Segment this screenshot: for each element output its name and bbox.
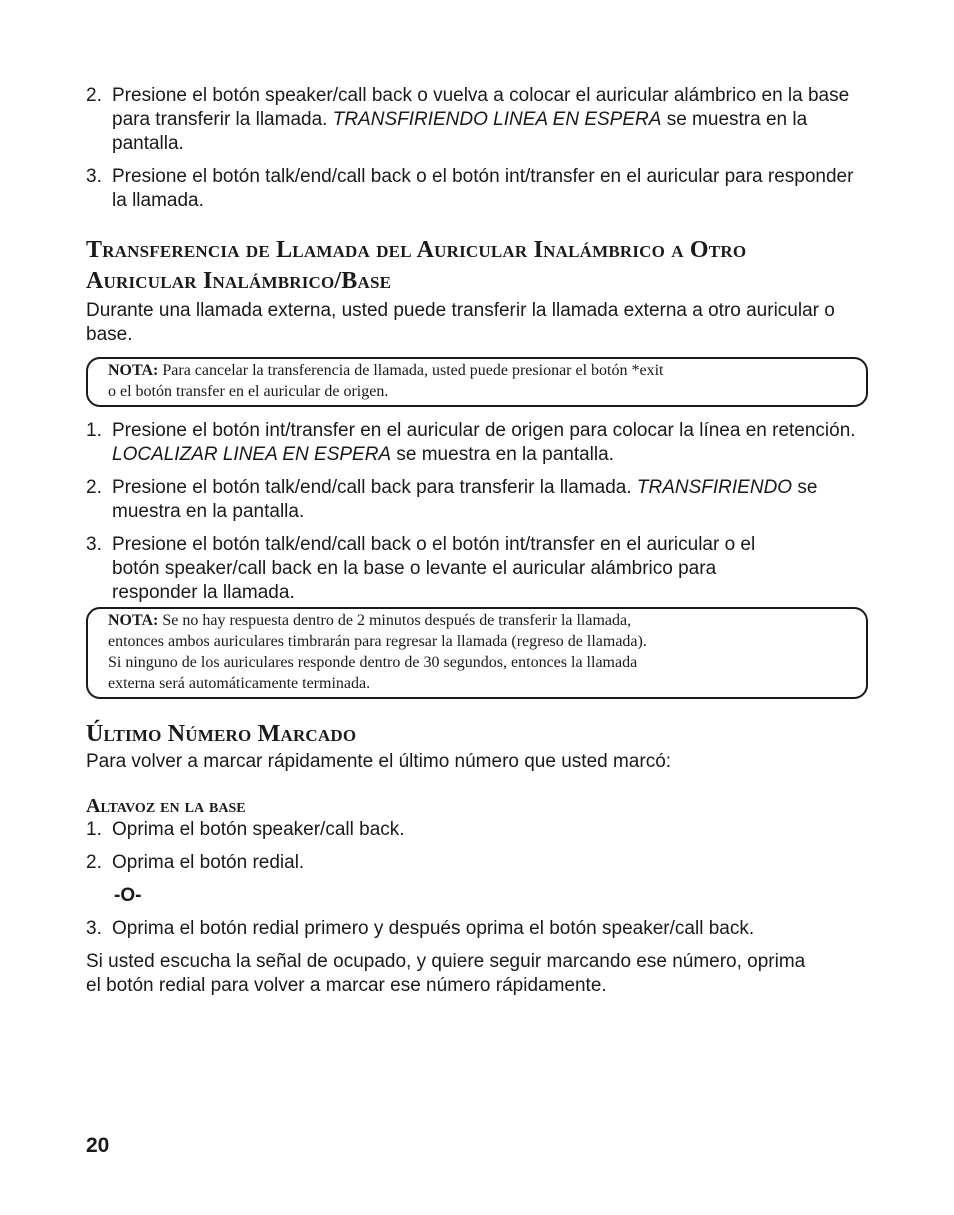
list-text: Oprima el botón redial primero y después oprima el botón speaker/call back. [112,918,755,939]
note-line: externa será automáticamente terminada. [108,675,371,692]
page-number: 20 [86,1134,110,1157]
display-message: LOCALIZAR LINEA EN ESPERA [112,444,392,465]
text-run: se muestra en la pantalla. [112,477,818,522]
list-number: 2. [86,85,102,106]
list-number: 3. [86,534,102,555]
list-item [86,419,868,467]
list-item [86,533,868,605]
note-line: entonces ambos auriculares timbrarán para regresar la llamada (regreso de llamada). [108,633,647,650]
text-run: Presione el botón int/transfer en el auricular de origen para colocar la línea en retención. [112,420,856,441]
list-number: 2. [86,477,102,498]
note-line [108,610,846,631]
page-content [86,84,868,998]
heading-line: Transferencia de Llamada del Auricular Inalámbrico a Otro [86,237,747,263]
display-message: TRANSFIRIENDO LINEA EN ESPERA [332,109,662,130]
list-text: Presione el botón talk/end/call back o el botón int/transfer en el auricular para responder la llamada. [112,166,854,211]
note-text: Se no hay respuesta dentro de 2 minutos después de transferir la llamada, [158,612,632,629]
subsection-heading: Altavoz en la base [86,795,246,817]
note-box [86,607,868,699]
or-separator: -O- [114,885,142,906]
list-text: Presione el botón talk/end/call back o el botón int/transfer en el auricular o el botón speaker/call back en la base o levante el auricular alámbrico para responder la llamada. [112,534,756,603]
list-number: 2. [86,852,102,873]
display-message: TRANSFIRIENDO [636,477,793,498]
note-label: NOTA: [108,612,159,629]
text-run: se muestra en la pantalla. [112,109,808,154]
text-run: Presione el botón speaker/call back o vuelva a colocar el auricular alámbrico en la base para transferir la llamada. [112,85,850,130]
list-number: 1. [86,420,102,441]
list-text [112,84,868,156]
list-number: 3. [86,918,102,939]
note-line: Si ninguno de los auriculares responde dentro de 30 segundos, entonces la llamada [108,654,638,671]
list-text: Oprima el botón speaker/call back. [112,819,405,840]
note-line [108,360,846,381]
note-text: Para cancelar la transferencia de llamada, usted puede presionar el botón *exit [158,362,664,379]
note-line: o el botón transfer en el auricular de origen. [108,383,389,400]
note-box [86,357,868,407]
list-item [86,917,868,941]
section-intro: Durante una llamada externa, usted puede transferir la llamada externa a otro auricular o base. [86,300,835,345]
section-intro: Para volver a marcar rápidamente el último número que usted marcó: [86,751,672,772]
list-item [86,851,868,875]
list-number: 1. [86,819,102,840]
list-item [86,165,868,213]
note-label: NOTA: [108,362,159,379]
heading-line: Auricular Inalámbrico/Base [86,268,392,294]
list-item [86,84,868,156]
list-item [86,476,868,524]
list-text [112,476,868,524]
list-item [86,818,868,842]
list-text [112,419,868,467]
text-run: Presione el botón talk/end/call back para transferir la llamada. [112,477,637,498]
section-heading-redial: Último Número Marcado [86,721,357,747]
list-number: 3. [86,166,102,187]
section-heading-transfer [86,235,868,297]
list-text: Oprima el botón redial. [112,852,305,873]
text-run: se muestra en la pantalla. [391,444,614,465]
closing-paragraph: Si usted escucha la señal de ocupado, y quiere seguir marcando ese número, oprima el botón redial para volver a marcar ese número rápidamente. [86,951,806,996]
